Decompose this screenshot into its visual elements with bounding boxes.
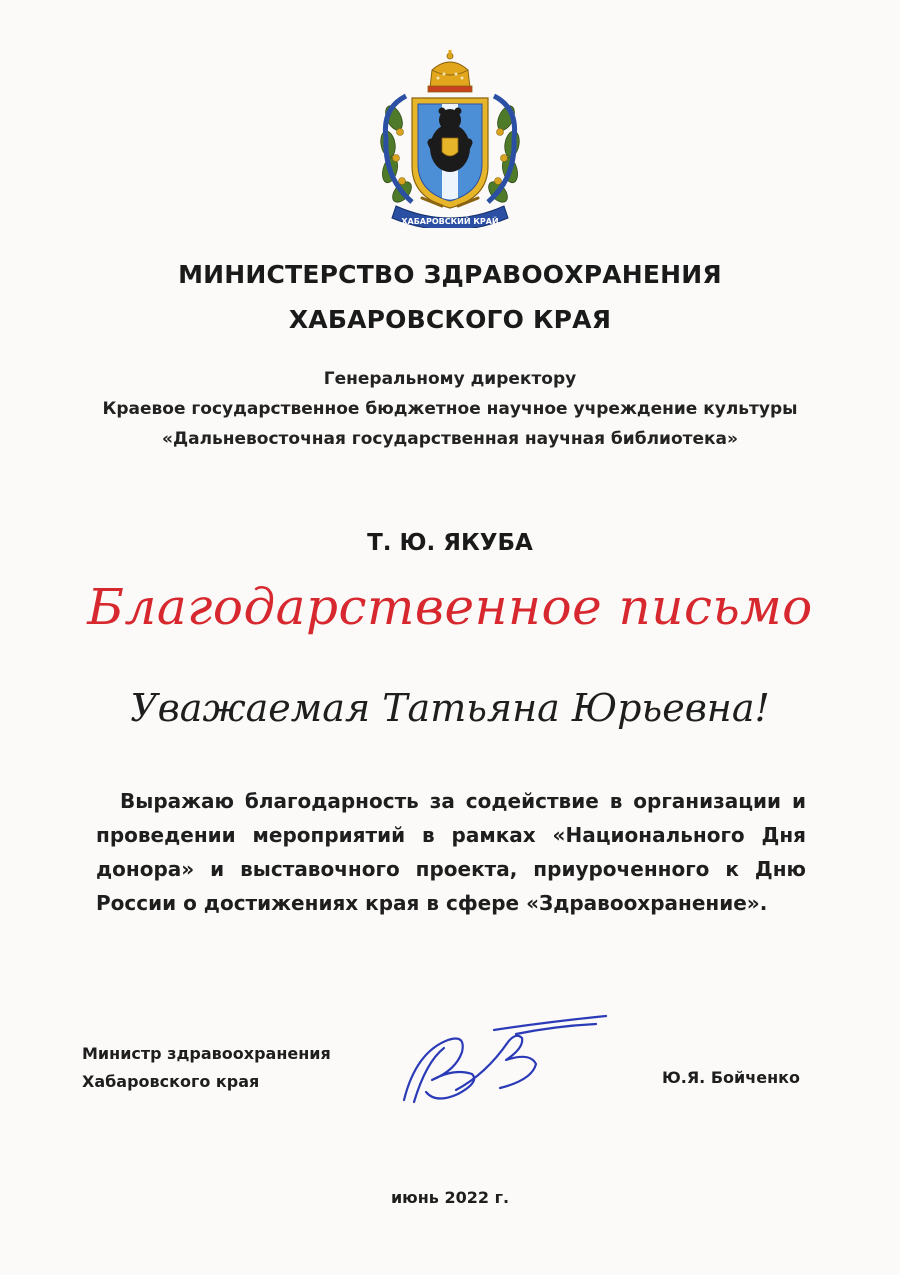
handwritten-signature-icon <box>396 1012 612 1108</box>
greeting: Уважаемая Татьяна Юрьевна! <box>130 686 770 730</box>
letter-body: Выражаю благодарность за содействие в организации и проведении мероприятий в рамках «Национального Дня донора» и выставочного проекта, приуроченного к Дню России о достижениях края в сфере «Здравоохранение». <box>96 789 806 915</box>
addressee-block <box>0 364 900 454</box>
signatory-title-line-2: Хабаровского края <box>82 1072 260 1091</box>
recipient-name: Т. Ю. ЯКУБА <box>367 530 533 556</box>
ministry-line-2: ХАБАРОВСКОГО КРАЯ <box>288 305 612 334</box>
ministry-line-1: МИНИСТЕРСТВО ЗДРАВООХРАНЕНИЯ <box>178 260 722 289</box>
coat-of-arms-icon <box>372 48 528 228</box>
document-title: Благодарственное письмо <box>87 578 813 636</box>
svg-text:ХАБАРОВСКИЙ КРАЙ: ХАБАРОВСКИЙ КРАЙ <box>401 217 499 226</box>
addressee-organization: Краевое государственное бюджетное научное учреждение культуры <box>102 399 798 419</box>
addressee-library: «Дальневосточная государственная научная библиотека» <box>161 429 739 449</box>
letter-date: июнь 2022 г. <box>390 1188 510 1207</box>
signatory-title <box>82 1040 331 1096</box>
addressee-position: Генеральному директору <box>323 369 577 389</box>
ministry-heading <box>0 252 900 342</box>
signatory-title-line-1: Министр здравоохранения <box>82 1044 331 1063</box>
signatory-name: Ю.Я. Бойченко <box>662 1068 800 1087</box>
